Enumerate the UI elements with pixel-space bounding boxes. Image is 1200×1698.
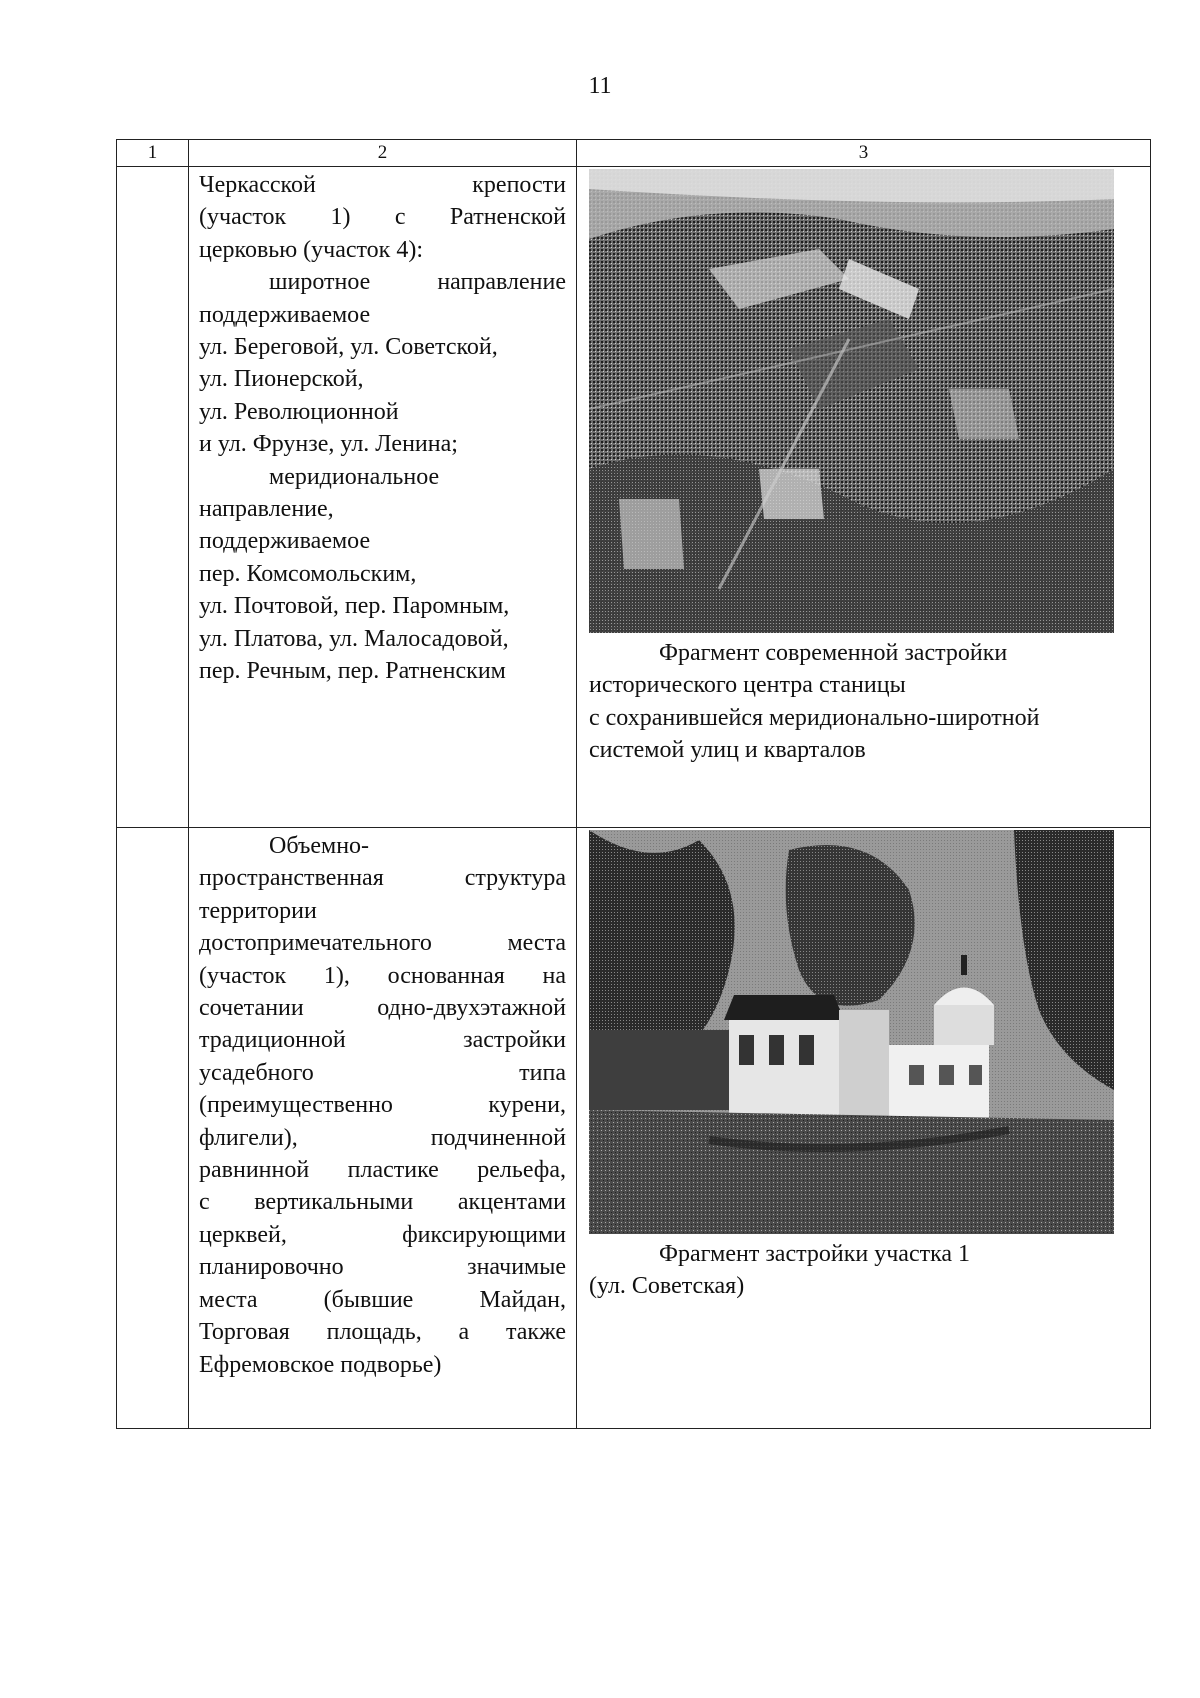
- text-line: церковью (участок 4):: [199, 236, 424, 263]
- text-line: (преимущественно курени,: [199, 1092, 566, 1119]
- text-line: (участок 1) с Ратненской: [199, 204, 566, 231]
- text-line: Торговая площадь, а также: [199, 1319, 566, 1346]
- text-line: меридиональное: [269, 463, 440, 490]
- text-line: традиционной застройки: [199, 1027, 566, 1054]
- text-line: Черкасской крепости: [199, 172, 566, 198]
- table-row: [117, 828, 1151, 1429]
- text-line: (участок 1), основанная на: [199, 962, 566, 989]
- text-line: пер. Комсомольским,: [199, 560, 417, 587]
- text-line: широтное направление: [269, 269, 566, 296]
- text-line: равнинной пластике рельефа,: [199, 1157, 566, 1184]
- column-header-1: 1: [117, 140, 189, 167]
- text-line: ул. Платова, ул. Малосадовой,: [199, 625, 509, 652]
- text-line: ул. Пионерской,: [199, 366, 364, 393]
- page-number: 11: [588, 73, 612, 99]
- photo-caption: [577, 1234, 1150, 1303]
- text-line: церквей, фиксирующими: [199, 1221, 566, 1248]
- text-line: Ефремовское подворье): [199, 1351, 442, 1378]
- text-line: ул. Революционной: [199, 398, 399, 425]
- text-line: планировочно значимые: [199, 1254, 566, 1281]
- illustration-cell: [577, 167, 1151, 828]
- column-header-2: 2: [189, 140, 577, 167]
- text-line: ул. Почтовой, пер. Паромным,: [199, 593, 510, 620]
- description-cell: [189, 167, 577, 828]
- caption-line: Фрагмент современной застройки: [659, 640, 1008, 666]
- text-line: достопримечательного места: [199, 930, 566, 957]
- photo-caption: [577, 633, 1150, 767]
- aerial-photo: [589, 169, 1114, 633]
- text-line: поддерживаемое: [199, 528, 371, 555]
- text-line: с вертикальными акцентами: [199, 1189, 566, 1216]
- text-line: флигели), подчиненной: [199, 1124, 566, 1151]
- text-line: территории: [199, 897, 317, 924]
- caption-line: системой улиц и кварталов: [589, 737, 866, 764]
- text-line: пространственная структура: [199, 865, 566, 892]
- text-line: ул. Береговой, ул. Советской,: [199, 334, 498, 361]
- document-table: [116, 139, 1151, 1429]
- street-photo: [589, 830, 1114, 1234]
- text-line: места (бывшие Майдан,: [199, 1286, 566, 1313]
- caption-line: Фрагмент застройки участка 1: [659, 1241, 971, 1267]
- text-line: направление,: [199, 496, 334, 523]
- caption-line: с сохранившейся меридионально-широтной: [589, 704, 1040, 731]
- row-number-cell: [117, 828, 189, 1429]
- caption-line: исторического центра станицы: [589, 672, 906, 699]
- table-header-row: [117, 140, 1151, 167]
- text-line: пер. Речным, пер. Ратненским: [199, 658, 506, 685]
- description-cell: [189, 828, 577, 1429]
- table-row: [117, 167, 1151, 828]
- row-number-cell: [117, 167, 189, 828]
- column-header-3: 3: [577, 140, 1151, 167]
- caption-line: (ул. Советская): [589, 1273, 745, 1300]
- text-line: Объемно-: [269, 833, 370, 859]
- text-line: поддерживаемое: [199, 301, 371, 328]
- text-line: сочетании одно-двухэтажной: [199, 995, 566, 1022]
- illustration-cell: [577, 828, 1151, 1429]
- text-line: усадебного типа: [199, 1059, 566, 1086]
- text-line: и ул. Фрунзе, ул. Ленина;: [199, 431, 458, 458]
